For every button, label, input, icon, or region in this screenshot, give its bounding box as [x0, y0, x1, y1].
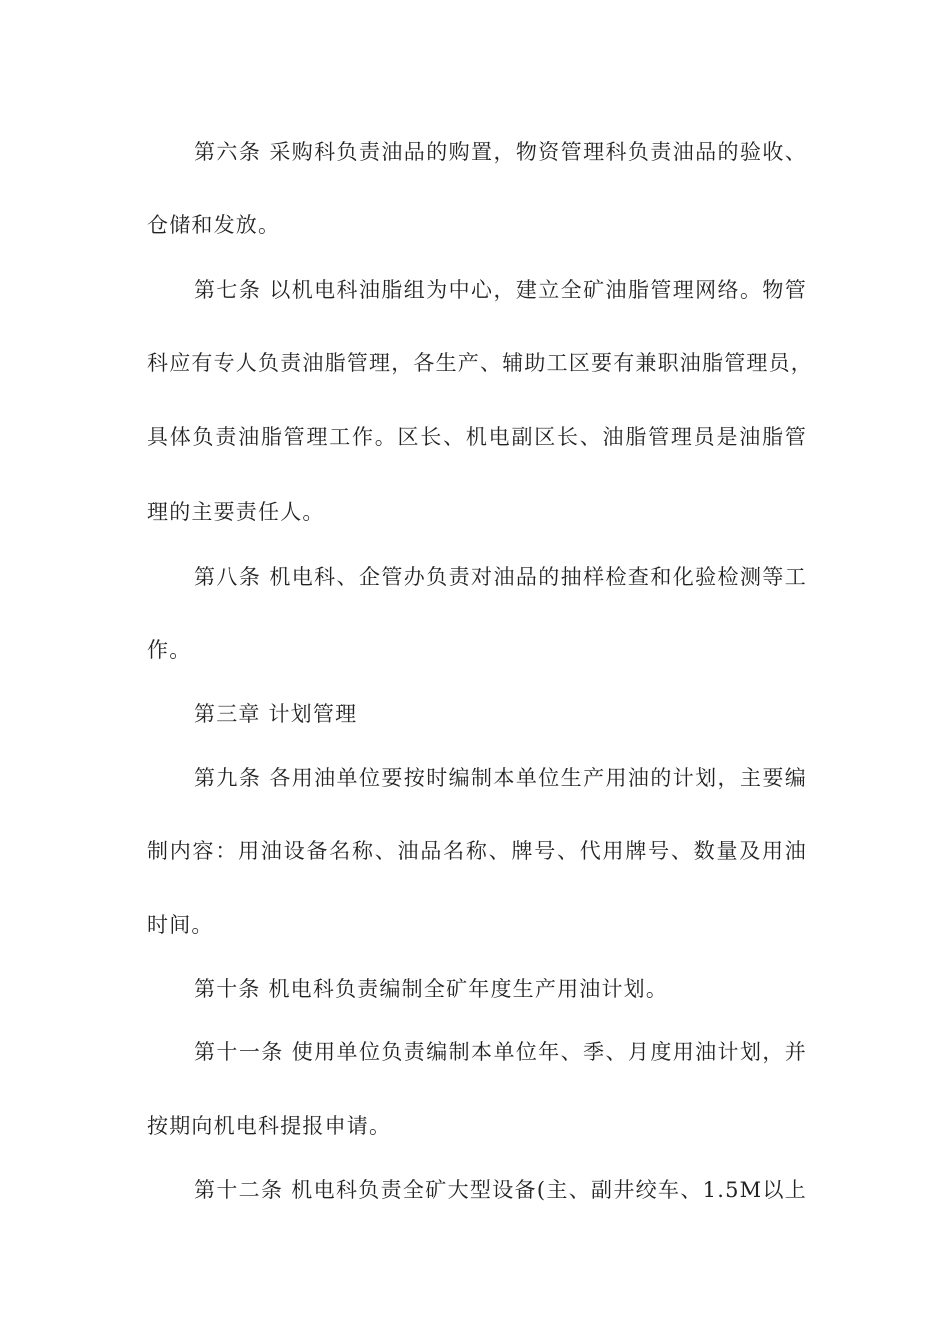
article-11-line-1: 第十一条 使用单位负责编制本单位年、季、月度用油计划，并 [194, 1040, 807, 1064]
article-8-line-2: 作。 [147, 638, 192, 662]
chapter-3-heading: 第三章 计划管理 [194, 702, 358, 726]
article-8-line-1: 第八条 机电科、企管办负责对油品的抽样检查和化验检测等工 [194, 565, 807, 589]
article-7-line-2: 科应有专人负责油脂管理，各生产、辅助工区要有兼职油脂管理员， [147, 351, 813, 375]
article-6-line-1: 第六条 采购科负责油品的购置，物资管理科负责油品的验收、 [194, 140, 807, 164]
article-9-line-1: 第九条 各用油单位要按时编制本单位生产用油的计划，主要编 [194, 766, 807, 790]
article-7-line-4: 理的主要责任人。 [147, 500, 325, 524]
article-7-line-3: 具体负责油脂管理工作。区长、机电副区长、油脂管理员是油脂管 [147, 425, 807, 449]
article-9-line-3: 时间。 [147, 913, 214, 937]
article-12-line-1: 第十二条 机电科负责全矿大型设备(主、副井绞车、1.5M以上 [194, 1178, 807, 1202]
article-10-line-1: 第十条 机电科负责编制全矿年度生产用油计划。 [194, 977, 669, 1001]
article-7-line-1: 第七条 以机电科油脂组为中心，建立全矿油脂管理网络。物管 [194, 278, 807, 302]
article-9-line-2: 制内容：用油设备名称、油品名称、牌号、代用牌号、数量及用油 [147, 839, 807, 863]
article-6-line-2: 仓储和发放。 [147, 213, 281, 237]
article-11-line-2: 按期向机电科提报申请。 [147, 1114, 392, 1138]
